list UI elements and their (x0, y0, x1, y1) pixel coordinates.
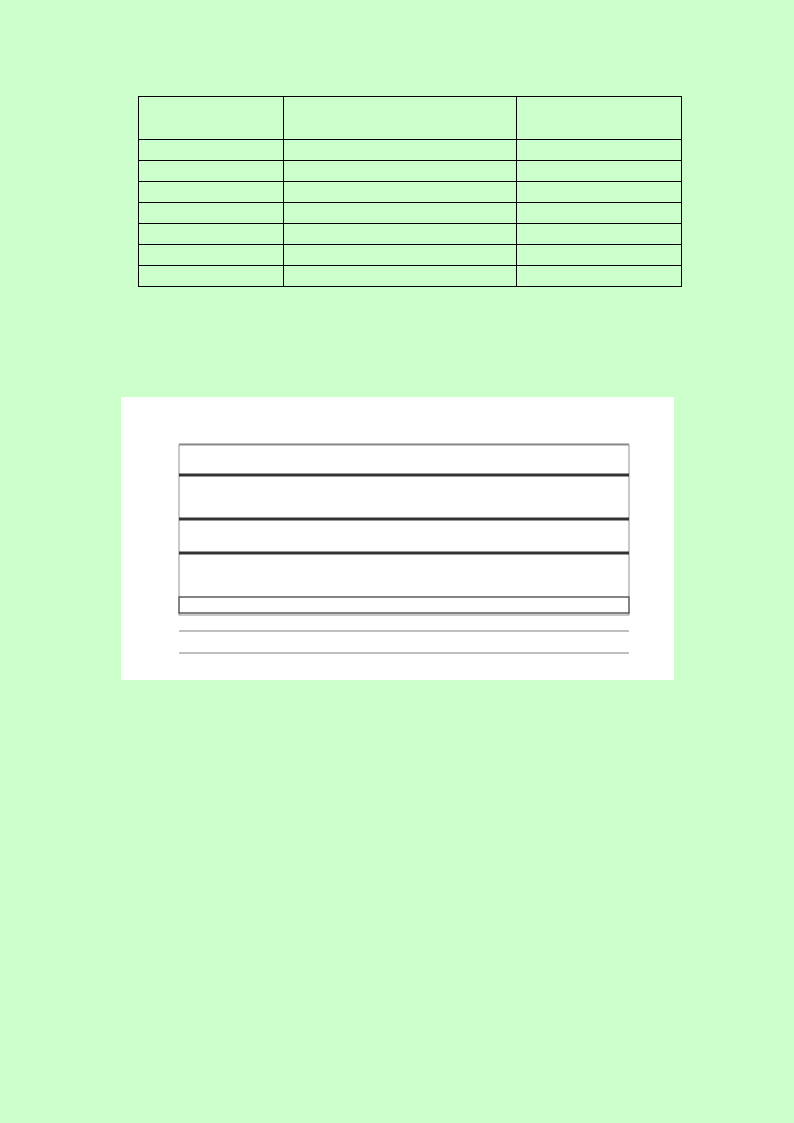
property-value (516, 161, 681, 182)
property-value (516, 224, 681, 245)
property-name (139, 161, 284, 182)
material-properties-table (138, 96, 682, 287)
property-name (139, 245, 284, 266)
structure-diagram-svg (121, 397, 674, 680)
property-name (139, 266, 284, 287)
property-name (139, 97, 284, 140)
base-beam (179, 597, 629, 613)
structure-diagram (121, 397, 674, 680)
table-row (139, 140, 682, 161)
property-unit (283, 182, 516, 203)
table-row (139, 224, 682, 245)
property-value (516, 203, 681, 224)
property-unit (283, 97, 516, 140)
property-name (139, 140, 284, 161)
property-unit (283, 203, 516, 224)
property-unit (283, 224, 516, 245)
table-row (139, 203, 682, 224)
property-unit (283, 161, 516, 182)
table-row (139, 182, 682, 203)
property-value (516, 266, 681, 287)
property-unit (283, 140, 516, 161)
property-value (516, 97, 681, 140)
property-unit (283, 245, 516, 266)
property-value (516, 245, 681, 266)
property-name (139, 224, 284, 245)
property-name (139, 203, 284, 224)
table-row (139, 266, 682, 287)
table-row (139, 161, 682, 182)
table-row (139, 97, 682, 140)
table-row (139, 245, 682, 266)
frame-outline (179, 445, 629, 615)
property-value (516, 140, 681, 161)
property-value (516, 182, 681, 203)
property-unit (283, 266, 516, 287)
property-name (139, 182, 284, 203)
